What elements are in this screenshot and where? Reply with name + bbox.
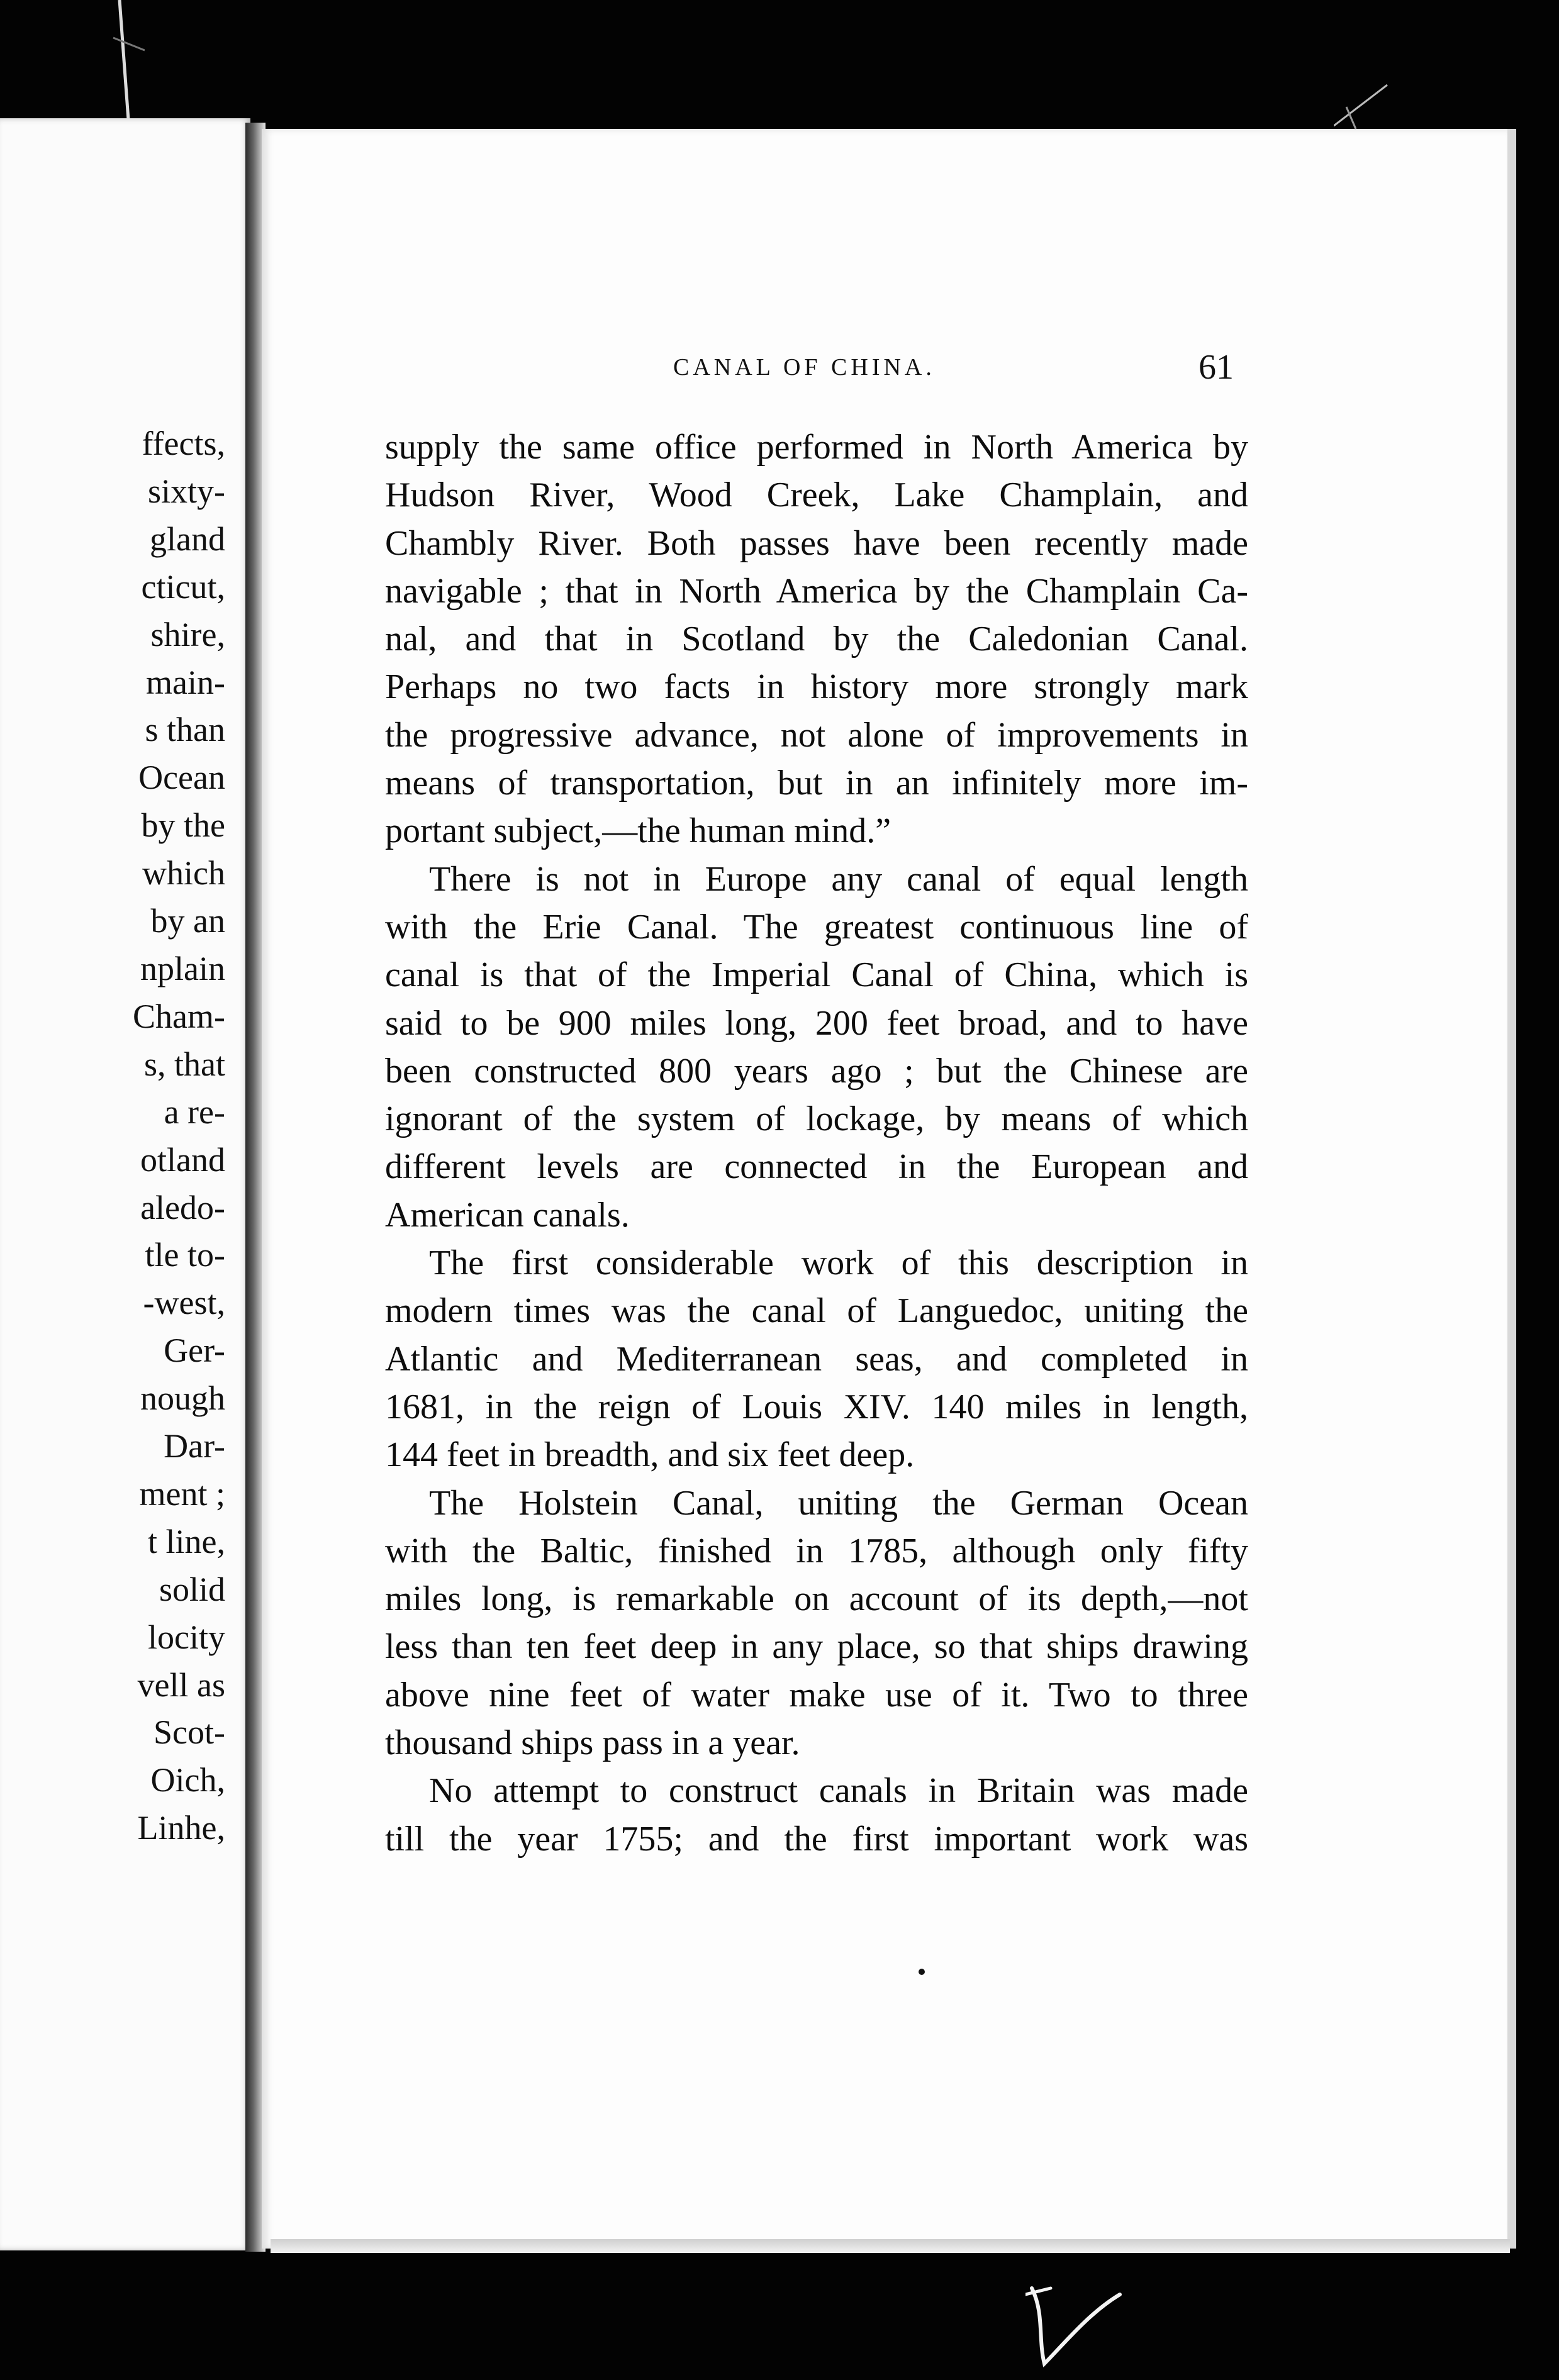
page-body-text xyxy=(385,423,1248,1863)
text-line: American canals. xyxy=(385,1195,630,1235)
left-line: main- xyxy=(146,663,225,701)
text-line: The first considerable work of this description in xyxy=(429,1243,1248,1283)
page-number: 61 xyxy=(1199,348,1234,387)
left-line: locity xyxy=(148,1618,225,1656)
text-line: means of transportation, but in an infinitely more im- xyxy=(385,764,1248,803)
text-line: Chambly River. Both passes have been recently made xyxy=(385,523,1248,563)
handwritten-mark xyxy=(1025,2276,1126,2370)
text-line: less than ten feet deep in any place, so that ships drawing xyxy=(385,1627,1248,1667)
text-line: the progressive advance, not alone of improvements in xyxy=(385,715,1248,755)
text-line: supply the same office performed in North America by xyxy=(385,428,1248,467)
left-line: aledo- xyxy=(140,1188,225,1226)
left-line: Oich, xyxy=(150,1761,225,1799)
left-line: nough xyxy=(140,1379,225,1418)
left-line: gland xyxy=(150,520,225,558)
left-line: Linhe, xyxy=(137,1809,225,1847)
left-line: by an xyxy=(150,902,225,940)
text-line: Hudson River, Wood Creek, Lake Champlain, and xyxy=(385,475,1248,515)
left-line: a re- xyxy=(164,1093,225,1131)
text-line: with the Baltic, finished in 1785, although only fifty xyxy=(385,1531,1248,1571)
left-line: otland xyxy=(140,1140,225,1179)
text-line: canal is that of the Imperial Canal of China, which is xyxy=(385,955,1248,995)
left-line: Dar- xyxy=(164,1427,225,1465)
scan-scratch-corner xyxy=(1334,82,1390,132)
left-line: s than xyxy=(145,711,225,749)
scan-scratch-top xyxy=(107,0,145,120)
text-line: till the year 1755; and the first important work was xyxy=(385,1819,1248,1859)
text-line: navigable ; that in North America by the Champlain Ca- xyxy=(385,571,1248,611)
text-line: been constructed 800 years ago ; but the Chinese are xyxy=(385,1051,1248,1091)
text-line: thousand ships pass in a year. xyxy=(385,1723,800,1763)
running-head: CANAL OF CHINA. xyxy=(673,354,936,381)
text-line: portant subject,—the human mind.” xyxy=(385,811,891,851)
left-line: cticut, xyxy=(141,567,225,606)
left-line: shire, xyxy=(150,615,225,653)
text-line: The Holstein Canal, uniting the German Ocean xyxy=(429,1483,1248,1523)
left-line: solid xyxy=(159,1570,225,1608)
text-line: nal, and that in Scotland by the Caledonian Canal. xyxy=(385,620,1248,659)
left-line: sixty- xyxy=(147,472,225,510)
text-line: There is not in Europe any canal of equal length xyxy=(429,859,1248,899)
left-line: by the xyxy=(141,806,225,845)
left-line: -west, xyxy=(143,1284,225,1322)
left-line: s, that xyxy=(144,1045,225,1083)
left-line: Scot- xyxy=(154,1713,225,1752)
left-line: nplain xyxy=(140,949,225,987)
text-line: 144 feet in breadth, and six feet deep. xyxy=(385,1435,915,1475)
left-line: Cham- xyxy=(133,997,225,1035)
text-line: 1681, in the reign of Louis XIV. 140 miles in length, xyxy=(385,1387,1248,1426)
text-line: Perhaps no two facts in history more strongly mark xyxy=(385,667,1248,707)
left-line: t line, xyxy=(148,1522,225,1560)
left-line: tle to- xyxy=(145,1236,225,1274)
left-line: Ocean xyxy=(138,759,225,797)
page-bottom-edge xyxy=(271,2239,1510,2253)
left-line: Ger- xyxy=(164,1332,225,1370)
text-line: miles long, is remarkable on account of its depth,—not xyxy=(385,1579,1248,1619)
left-page-line-endings xyxy=(133,420,225,1852)
ink-dot xyxy=(919,1969,925,1975)
left-line: vell as xyxy=(137,1665,225,1704)
text-line: modern times was the canal of Languedoc, uniting the xyxy=(385,1291,1248,1331)
left-line: ment ; xyxy=(139,1474,225,1513)
text-line: with the Erie Canal. The greatest continuous line of xyxy=(385,907,1248,947)
text-line: No attempt to construct canals in Britain was made xyxy=(429,1771,1248,1811)
text-line: different levels are connected in the European and xyxy=(385,1147,1248,1187)
left-line: ffects, xyxy=(142,425,225,462)
text-line: said to be 900 miles long, 200 feet broad, and to have xyxy=(385,1003,1248,1043)
text-line: ignorant of the system of lockage, by means of which xyxy=(385,1099,1248,1139)
left-facing-page xyxy=(0,118,250,2250)
left-line: which xyxy=(142,854,225,892)
text-line: Atlantic and Mediterranean seas, and completed in xyxy=(385,1339,1248,1379)
text-line: above nine feet of water make use of it. Two to three xyxy=(385,1675,1248,1715)
